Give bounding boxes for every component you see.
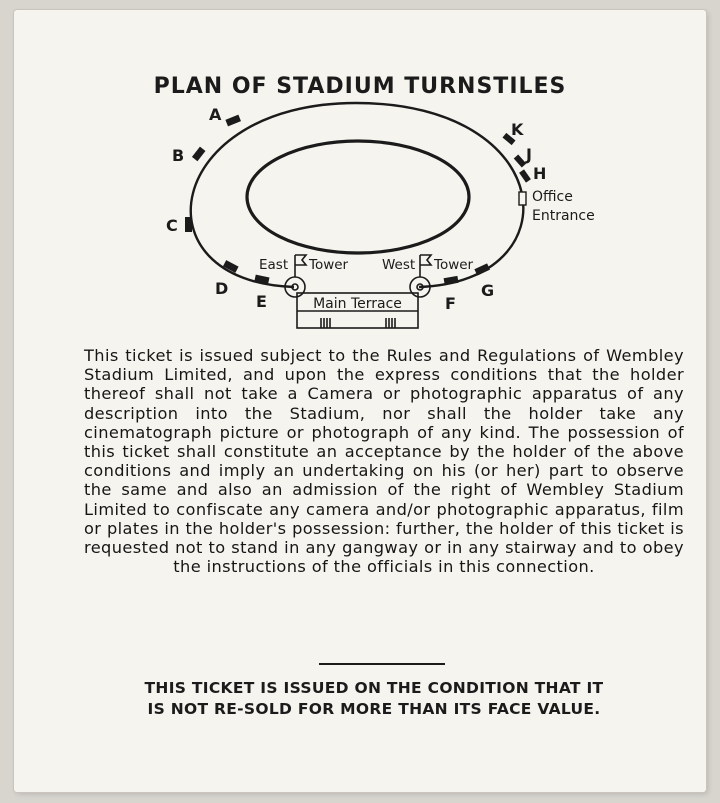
office-label: Office: [532, 189, 573, 205]
gate-labels: [166, 105, 546, 313]
entrance-label: Entrance: [532, 208, 595, 224]
turnstile-mark-h: [519, 169, 531, 182]
turnstile-mark-b: [192, 147, 206, 162]
gate-label-k: K: [511, 120, 524, 139]
plan-title: PLAN OF STADIUM TURNSTILES: [153, 74, 567, 99]
east-tower-label: Tower: [309, 257, 349, 273]
divider-rule: [319, 663, 445, 665]
east-label: East: [259, 257, 289, 273]
gate-label-g: G: [481, 281, 495, 300]
turnstile-mark-j: [514, 155, 526, 168]
west-label: West: [382, 257, 416, 273]
gate-label-a: A: [209, 105, 222, 124]
turnstile-mark-d: [223, 260, 239, 273]
office-entrance-marker: [519, 192, 526, 205]
turnstile-mark-c: [185, 217, 192, 232]
turnstile-mark-f: [444, 276, 459, 285]
resale-notice-line-1: THIS TICKET IS ISSUED ON THE CONDITION THAT IT: [144, 679, 604, 697]
resale-notice: [74, 678, 674, 720]
gate-label-b: B: [172, 146, 185, 165]
stadium-outer-ring: [191, 103, 524, 287]
turnstile-mark-a: [225, 115, 241, 127]
gate-label-e: E: [256, 292, 267, 311]
gate-label-h: H: [533, 164, 547, 183]
ticket: [14, 10, 706, 792]
east-tower-flag: [295, 255, 306, 265]
stadium-plan-diagram: [14, 10, 706, 340]
gate-label-j: J: [526, 145, 532, 164]
main-terrace-label: Main Terrace: [313, 296, 402, 312]
gate-label-c: C: [166, 216, 178, 235]
west-tower-flag: [420, 255, 431, 265]
gate-label-f: F: [445, 294, 456, 313]
gate-label-d: D: [215, 279, 229, 298]
pitch-oval: [247, 141, 469, 253]
conditions-text: This ticket is issued subject to the Rules and Regulations of Wembley Stadium Limited, and upon the express conditions that the holder thereof shall not take a Camera or photographic apparatus of any description into the Stadium, nor shall the holder take any cinematograph picture or photograph of any kind. The possession of this ticket shall constitute an acceptance by the holder of the above conditions and imply an undertaking on his (or her) part to observe the same and also an admission of the right of Wembley Stadium Limited to confiscate any camera and/or photographic apparatus, film or plates in the holder's possession: further, the holder of this ticket is requested not to stand in any gangway or in any stairway and to obey the instructions of the officials in this connection.: [84, 346, 684, 577]
turnstile-mark-g: [474, 263, 490, 275]
resale-notice-line-2: IS NOT RE-SOLD FOR MORE THAN ITS FACE VALUE.: [147, 700, 601, 718]
west-tower-label: Tower: [434, 257, 474, 273]
